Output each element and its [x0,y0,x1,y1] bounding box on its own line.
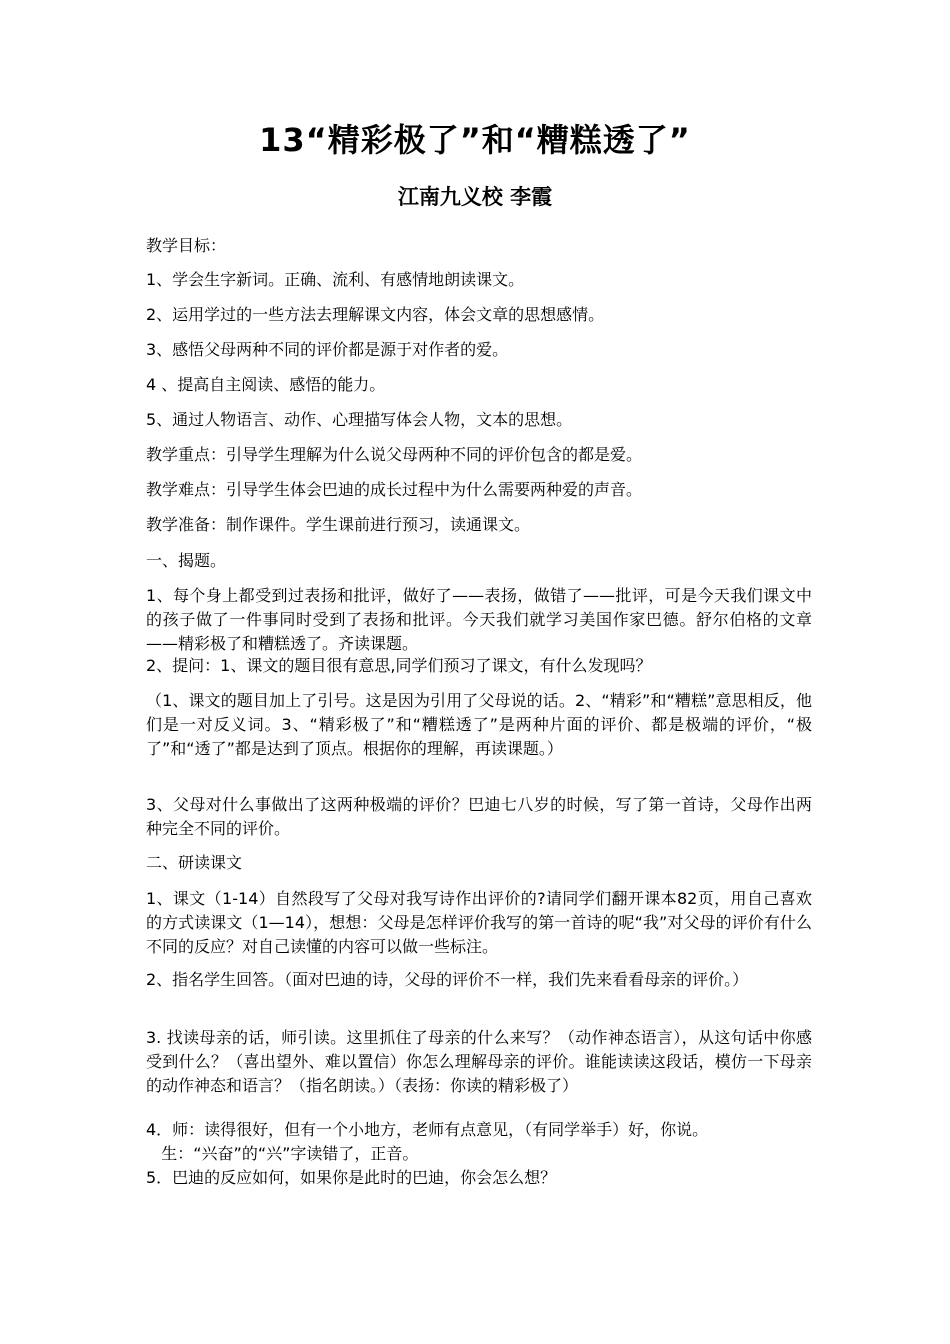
paragraph-study-1: 1、课文（1-14）自然段写了父母对我写诗作出评价的?请同学们翻开课本82页，用自己喜欢的方式读课文（1—14），想想：父母是怎样评价我写的第一首诗的呢“我”对父母的评价有什么不同的反应？对自己读懂的内容可以做一些标注。 [146,889,812,956]
paragraph-key-point: 教学重点：引导学生理解为什么说父母两种不同的评价包含的都是爱。 [146,445,643,464]
paragraph-study-2: 2、指名学生回答。（面对巴迪的诗，父母的评价不一样，我们先来看看母亲的评价。） [146,970,749,989]
paragraph-objectives-heading: 教学目标： [146,236,227,255]
section-heading-2: 二、研读课文 [146,853,243,872]
paragraph-difficulty: 教学难点：引导学生体会巴迪的成长过程中为什么需要两种爱的声音。 [146,480,643,499]
paragraph-objective-1: 1、学会生字新词。正确、流利、有感情地朗读课文。 [146,270,525,289]
paragraph-study-4: 4．师：读得很好，但有一个小地方，老师有点意见，（有同学举手）好，你说。 [146,1120,709,1139]
author-line: 江南九义校 李霞 [397,185,553,209]
document-title: 13“精彩极了”和“糟糕透了” [259,121,691,159]
section-heading-1: 一、揭题。 [146,551,227,570]
paragraph-step-3: 3、父母对什么事做出了这两种极端的评价？巴迪七八岁的时候，写了第一首诗，父母作出两种完全不同的评价。 [146,795,812,838]
paragraph-objective-5: 5、通过人物语言、动作、心理描写体会人物，文本的思想。 [146,410,573,429]
paragraph-objective-4: 4 、提高自主阅读、感悟的能力。 [146,375,386,394]
paragraph-student-answer: 生：“兴奋”的“兴”字读错了，正音。 [146,1144,419,1163]
paragraph-preparation: 教学准备：制作课件。学生课前进行预习，读通课文。 [146,515,531,534]
paragraph-study-3: 3. 找读母亲的话，师引读。这里抓住了母亲的什么来写？（动作神态语言），从这句话中你感受到什么？（喜出望外、难以置信）你怎么理解母亲的评价。谁能读读这段话，模仿一下母亲的动作神态和语言？（指名朗读。）（表扬：你读的精彩极了） [146,1028,812,1095]
paragraph-study-5: 5．巴迪的反应如何，如果你是此时的巴迪，你会怎么想？ [146,1168,557,1187]
paragraph-step-2-answer: （1、课文的题目加上了引号。这是因为引用了父母说的话。2、“精彩”和“糟糕”意思相反，他们是一对反义词。3、“精彩极了”和“糟糕透了”是两种片面的评价、都是极端的评价，“极了”和“透了”都是达到了顶点。根据你的理解，再读课题。） [146,691,812,758]
paragraph-step-1: 1、每个身上都受到过表扬和批评，做好了——表扬，做错了——批评，可是今天我们课文中的孩子做了一件事同时受到了表扬和批评。今天我们就学习美国作家巴德。舒尔伯格的文章——精彩极了和糟糕透了。齐读课题。 [146,586,812,653]
paragraph-objective-2: 2、运用学过的一些方法去理解课文内容，体会文章的思想感情。 [146,305,605,324]
paragraph-objective-3: 3、感悟父母两种不同的评价都是源于对作者的爱。 [146,340,509,359]
paragraph-step-2: 2、提问：1、课文的题目很有意思,同学们预习了课文，有什么发现吗？ [146,656,652,675]
